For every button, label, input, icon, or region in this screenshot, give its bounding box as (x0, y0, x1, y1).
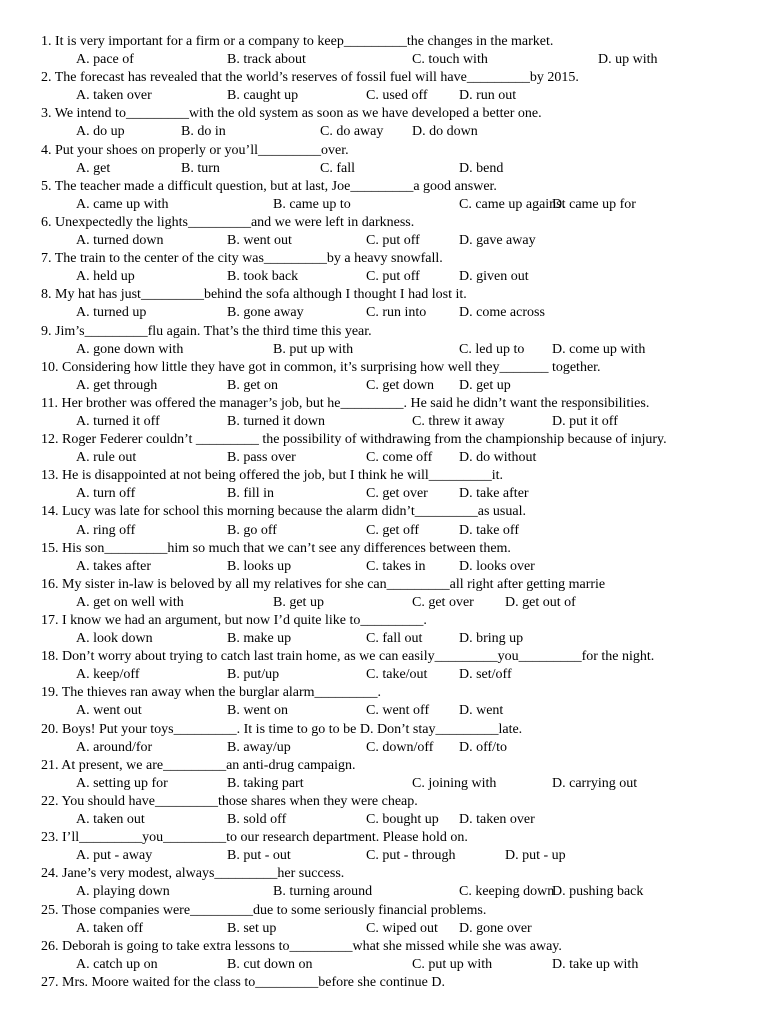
answer-option-c: C. run into (366, 305, 427, 321)
question-number: 25. (41, 902, 62, 918)
answer-option-b: B. taking part (227, 775, 304, 791)
question-text (0, 69, 768, 87)
answer-option-b: B. do in (181, 124, 226, 140)
answer-option-d: D. come across (459, 305, 545, 321)
answer-option-a: A. look down (76, 631, 153, 647)
answer-option-c: C. take/out (366, 667, 428, 683)
answer-options (0, 449, 768, 467)
answer-option-a: A. around/for (76, 739, 153, 755)
answer-option-b: B. get up (273, 594, 324, 610)
answer-options (0, 377, 768, 395)
question-text (0, 721, 768, 739)
question-number: 5. (41, 178, 55, 194)
answer-option-d: D. up with (598, 52, 658, 68)
answer-option-c: C. came up against (459, 196, 566, 212)
answer-option-c: C. put up with (412, 956, 493, 972)
question-stem: Roger Federer couldn’t _________ the possibility of withdrawing from the championship because of injury. (62, 432, 667, 448)
answer-option-b: B. make up (227, 631, 292, 647)
question-stem: Those companies were_________due to some seriously financial problems. (61, 902, 487, 918)
question-stem: Jim’s_________flu again. That’s the third time this year. (55, 323, 372, 339)
question-stem: Unexpectedly the lights_________and we were left in darkness. (55, 214, 415, 230)
answer-option-d: D. bend (459, 160, 504, 176)
question-number: 16. (41, 576, 62, 592)
answer-option-d: D. take up with (552, 956, 639, 972)
answer-option-d: D. given out (459, 269, 529, 285)
question-stem: Don’t worry about trying to catch last train home, as we can easily_________you_________for the night. (62, 649, 655, 665)
question-stem: You should have_________those shares when they were cheap. (61, 793, 418, 809)
question-stem: Considering how little they have got in common, it’s surprising how well they_______ together. (62, 359, 601, 375)
answer-option-d: D. went (459, 703, 504, 719)
answer-option-a: A. came up with (76, 196, 169, 212)
answer-option-a: A. taken off (76, 920, 143, 936)
question-number: 8. (41, 287, 55, 303)
question-number: 19. (41, 685, 62, 701)
answer-option-a: A. setting up for (76, 775, 168, 791)
answer-options (0, 196, 768, 214)
answer-option-c: C. down/off (366, 739, 434, 755)
answer-option-c: C. fall (320, 160, 355, 176)
question-text (0, 250, 768, 268)
answer-options (0, 87, 768, 105)
answer-option-a: A. playing down (76, 884, 170, 900)
answer-option-c: C. put off (366, 233, 420, 249)
answer-option-d: D. carrying out (552, 775, 638, 791)
answer-options (0, 594, 768, 612)
question-number: 18. (41, 649, 62, 665)
answer-option-c: C. led up to (459, 341, 525, 357)
answer-option-b: B. went out (227, 233, 292, 249)
question-text (0, 323, 768, 341)
answer-option-c: C. bought up (366, 812, 439, 828)
answer-option-b: B. cut down on (227, 956, 313, 972)
question-text (0, 359, 768, 377)
answer-option-d: D. do down (412, 124, 478, 140)
question-text (0, 648, 768, 666)
answer-options (0, 847, 768, 865)
answer-option-b: B. caught up (227, 88, 299, 104)
answer-options (0, 920, 768, 938)
answer-option-b: B. put - out (227, 848, 291, 864)
answer-option-a: A. taken over (76, 88, 152, 104)
answer-option-b: B. turning around (273, 884, 373, 900)
answer-option-d: D. come up with (552, 341, 646, 357)
answer-option-d: D. gone over (459, 920, 532, 936)
answer-option-a: A. catch up on (76, 956, 158, 972)
answer-option-d: D. get up (459, 377, 511, 393)
question-stem: Jane’s very modest, always_________her success. (62, 866, 345, 882)
answer-options (0, 160, 768, 178)
question-stem: Put your shoes on properly or you’ll_________over. (55, 142, 349, 158)
answer-options (0, 51, 768, 69)
answer-options (0, 232, 768, 250)
answer-options (0, 558, 768, 576)
question-number: 15. (41, 540, 62, 556)
question-text (0, 178, 768, 196)
question-number: 3. (41, 106, 55, 122)
question-text (0, 142, 768, 160)
question-number: 10. (41, 359, 62, 375)
question-number: 26. (41, 938, 62, 954)
question-stem: At present, we are_________an anti-drug campaign. (61, 757, 356, 773)
answer-option-a: A. takes after (76, 558, 152, 574)
answer-option-d: D. came up for (552, 196, 636, 212)
answer-option-a: A. do up (76, 124, 125, 140)
answer-option-b: B. turn (181, 160, 220, 176)
answer-option-a: A. rule out (76, 450, 137, 466)
answer-options (0, 341, 768, 359)
question-text (0, 974, 768, 992)
question-stem: We intend to_________with the old system as soon as we have developed a better one. (54, 106, 542, 122)
question-text (0, 938, 768, 956)
question-text (0, 865, 768, 883)
answer-options (0, 485, 768, 503)
answer-option-c: C. get over (412, 594, 474, 610)
question-number: 12. (41, 432, 62, 448)
question-text (0, 902, 768, 920)
question-number: 21. (41, 757, 62, 773)
answer-option-d: D. gave away (459, 233, 536, 249)
answer-options (0, 883, 768, 901)
answer-option-d: D. take after (459, 486, 529, 502)
answer-option-c: C. come off (366, 450, 433, 466)
question-text (0, 503, 768, 521)
answer-option-c: C. went off (366, 703, 430, 719)
question-text (0, 214, 768, 232)
answer-option-a: A. turned up (76, 305, 147, 321)
question-stem: The thieves ran away when the burglar alarm_________. (61, 685, 382, 701)
question-text (0, 467, 768, 485)
answer-option-c: C. wiped out (366, 920, 438, 936)
question-text (0, 757, 768, 775)
answer-option-b: B. went on (227, 703, 289, 719)
question-stem: I know we had an argument, but now I’d quite like to_________. (62, 613, 427, 628)
answer-option-a: A. get on well with (76, 594, 184, 610)
answer-option-b: B. get on (227, 377, 278, 393)
answer-option-d: D. pushing back (552, 884, 644, 900)
answer-option-b: B. go off (227, 522, 277, 538)
answer-option-a: A. turn off (76, 486, 136, 502)
answer-option-d: D. looks over (459, 558, 535, 574)
question-number: 23. (41, 830, 62, 846)
question-number: 14. (41, 504, 62, 520)
answer-option-a: A. get (76, 160, 111, 176)
answer-option-a: A. taken out (76, 812, 145, 828)
answer-option-a: A. ring off (76, 522, 136, 538)
question-text (0, 612, 768, 630)
answer-option-a: A. put - away (76, 848, 153, 864)
answer-option-c: C. do away (320, 124, 384, 140)
answer-option-d: D. take off (459, 522, 519, 538)
question-stem: My sister in-law is beloved by all my relatives for she can_________all right after getting marrie (62, 576, 606, 592)
question-stem: It is very important for a firm or a company to keep_________the changes in the market. (55, 34, 554, 49)
question-stem: Deborah is going to take extra lessons to_________what she missed while she was away. (62, 938, 562, 954)
question-text (0, 286, 768, 304)
answer-option-a: A. get through (76, 377, 158, 393)
question-stem: Her brother was offered the manager’s job, but he_________. He said he didn’t want the responsibilities. (61, 395, 650, 411)
question-text (0, 684, 768, 702)
answer-option-d: D. put it off (552, 413, 618, 429)
answer-option-c: C. put off (366, 269, 420, 285)
question-number: 24. (41, 866, 62, 882)
question-text (0, 105, 768, 123)
answer-option-c: C. get down (366, 377, 435, 393)
answer-options (0, 739, 768, 757)
worksheet (0, 33, 768, 992)
answer-option-c: C. used off (366, 88, 428, 104)
answer-option-c: C. touch with (412, 52, 488, 68)
question-stem: I’ll_________you_________to our research department. Please hold on. (62, 830, 468, 846)
question-number: 7. (41, 251, 55, 267)
answer-option-a: A. pace of (76, 52, 134, 68)
answer-option-a: A. went out (76, 703, 142, 719)
answer-options (0, 304, 768, 322)
answer-option-c: C. joining with (412, 775, 497, 791)
question-stem: My hat has just_________behind the sofa although I thought I had lost it. (55, 287, 467, 303)
answer-option-b: B. came up to (273, 196, 351, 212)
question-text (0, 793, 768, 811)
answer-option-b: B. set up (227, 920, 277, 936)
question-number: 22. (41, 793, 62, 809)
question-number: 4. (41, 142, 55, 158)
question-text (0, 540, 768, 558)
answer-options (0, 811, 768, 829)
answer-option-c: C. takes in (366, 558, 426, 574)
answer-options (0, 522, 768, 540)
question-text (0, 395, 768, 413)
answer-option-c: C. get over (366, 486, 428, 502)
question-number: 17. (41, 613, 62, 628)
question-stem: His son_________him so much that we can’t see any differences between them. (62, 540, 511, 556)
answer-option-d: D. taken over (459, 812, 535, 828)
answer-option-a: A. turned it off (76, 413, 160, 429)
answer-option-d: D. set/off (459, 667, 512, 683)
answer-option-a: A. gone down with (76, 341, 184, 357)
answer-option-d: D. do without (459, 450, 537, 466)
question-number: 1. (41, 34, 55, 49)
question-number: 6. (41, 214, 55, 230)
answer-option-d: D. put - up (505, 848, 566, 864)
question-stem: The train to the center of the city was_________by a heavy snowfall. (54, 251, 443, 267)
answer-options (0, 630, 768, 648)
answer-option-a: A. turned down (76, 233, 164, 249)
answer-option-c: C. get off (366, 522, 420, 538)
answer-options (0, 775, 768, 793)
answer-options (0, 123, 768, 141)
question-number: 11. (41, 395, 62, 411)
answer-option-b: B. away/up (227, 739, 291, 755)
question-stem: He is disappointed at not being offered the job, but I think he will_________it. (62, 468, 504, 484)
answer-option-d: D. off/to (459, 739, 507, 755)
answer-options (0, 413, 768, 431)
question-stem: Lucy was late for school this morning because the alarm didn’t_________as usual. (62, 504, 526, 520)
answer-options (0, 702, 768, 720)
answer-option-b: B. turned it down (227, 413, 325, 429)
answer-option-c: C. fall out (366, 631, 423, 647)
answer-option-b: B. put/up (227, 667, 280, 683)
answer-option-b: B. fill in (227, 486, 275, 502)
question-number: 13. (41, 468, 62, 484)
answer-options (0, 268, 768, 286)
answer-option-b: B. pass over (227, 450, 296, 466)
question-number: 9. (41, 323, 55, 339)
answer-option-d: D. bring up (459, 631, 524, 647)
answer-option-b: B. took back (227, 269, 299, 285)
question-text (0, 829, 768, 847)
answer-option-c: C. put - through (366, 848, 456, 864)
question-stem: Boys! Put your toys_________. It is time to go to be D. Don’t stay_________late. (62, 721, 523, 737)
answer-option-b: B. put up with (273, 341, 354, 357)
answer-option-d: D. run out (459, 88, 517, 104)
answer-option-d: D. get out of (505, 594, 576, 610)
answer-option-a: A. held up (76, 269, 135, 285)
answer-option-a: A. keep/off (76, 667, 140, 683)
question-text (0, 576, 768, 594)
question-stem: The teacher made a difficult question, but at last, Joe_________a good answer. (54, 178, 497, 194)
answer-option-b: B. gone away (227, 305, 304, 321)
question-number: 27. (41, 974, 62, 990)
answer-option-c: C. keeping down (459, 884, 555, 900)
question-number: 20. (41, 721, 62, 737)
question-text (0, 33, 768, 51)
answer-option-b: B. looks up (227, 558, 292, 574)
question-text (0, 431, 768, 449)
answer-options (0, 956, 768, 974)
answer-option-b: B. track about (227, 52, 306, 68)
question-stem: The forecast has revealed that the world’s reserves of fossil fuel will have_________by 2015. (54, 70, 579, 86)
question-number: 2. (41, 70, 55, 86)
answer-options (0, 666, 768, 684)
answer-option-c: C. threw it away (412, 413, 505, 429)
answer-option-b: B. sold off (227, 812, 287, 828)
question-stem: Mrs. Moore waited for the class to_________before she continue D. (62, 974, 445, 990)
